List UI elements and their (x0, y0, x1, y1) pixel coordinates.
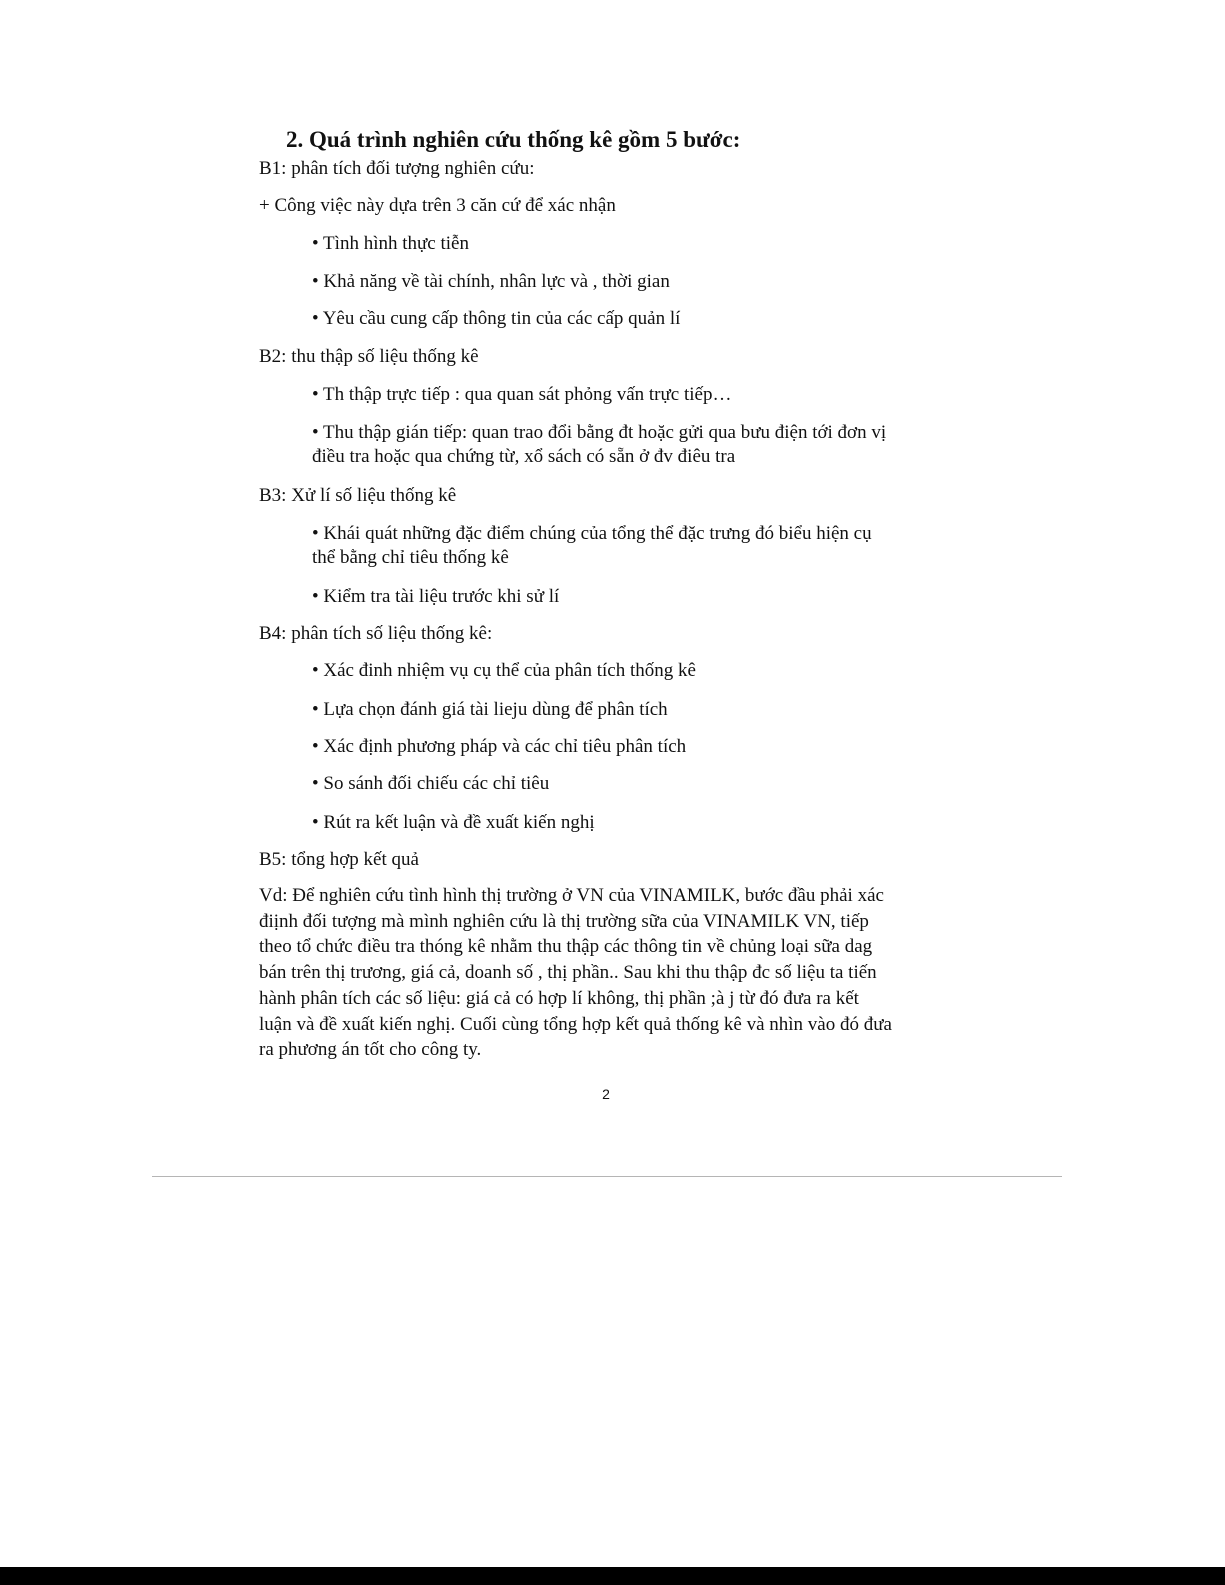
bullet-item: • Rút ra kết luận và đề xuất kiến nghị (312, 812, 595, 833)
example-line: luận và đề xuất kiến nghị. Cuối cùng tổng hợp kết quả thống kê và nhìn vào đó đưa (259, 1013, 892, 1035)
bullet-item: • Lựa chọn đánh giá tài lieju dùng để phân tích (312, 699, 668, 720)
bottom-edge-bar (0, 1567, 1225, 1585)
section-heading: 2. Quá trình nghiên cứu thống kê gồm 5 bước: (286, 127, 741, 152)
example-line: ra phương án tốt cho công ty. (259, 1039, 482, 1061)
step-b5-heading: B5: tổng hợp kết quả (259, 849, 419, 870)
step-b4-heading: B4: phân tích số liệu thống kê: (259, 623, 493, 644)
step-b1-note: + Công việc này dựa trên 3 căn cứ để xác nhận (259, 195, 616, 216)
example-line: theo tổ chức điều tra thóng kê nhằm thu thập các thông tin về chủng loại sữa dag (259, 936, 873, 958)
bullet-item: • Kiểm tra tài liệu trước khi sử lí (312, 586, 560, 607)
example-line: hành phân tích các số liệu: giá cả có hợp lí không, thị phần ;à j từ đó đưa ra kết (259, 987, 859, 1009)
step-b1-heading: B1: phân tích đối tượng nghiên cứu: (259, 158, 535, 179)
bullet-item: • Yêu cầu cung cấp thông tin của các cấp quản lí (312, 308, 681, 329)
example-line: Vd: Để nghiên cứu tình hình thị trường ở VN của VINAMILK, bước đầu phải xác (259, 885, 884, 906)
bullet-item: • Thu thập gián tiếp: quan trao đổi bằng đt hoặc gửi qua bưu điện tới đơn vị (312, 422, 887, 443)
bullet-item: • Tình hình thực tiễn (312, 233, 469, 254)
bullet-item: • Xác đinh nhiệm vụ cụ thể của phân tích thống kê (312, 660, 696, 681)
bullet-item: • Khái quát những đặc điểm chúng của tổng thể đặc trưng đó biểu hiện cụ (312, 523, 872, 544)
bullet-item: • So sánh đối chiếu các chỉ tiêu (312, 773, 550, 794)
page-number: 2 (602, 1086, 610, 1102)
bullet-item: • Th thập trực tiếp : qua quan sát phỏng vấn trực tiếp… (312, 384, 732, 405)
step-b3-heading: B3: Xử lí số liệu thống kê (259, 485, 457, 506)
example-line: điịnh đối tượng mà mình nghiên cứu là thị trường sữa của VINAMILK VN, tiếp (259, 910, 869, 932)
example-paragraph (259, 883, 979, 1063)
page-divider (152, 1176, 1062, 1177)
bullet-item-continuation: thể bằng chỉ tiêu thống kê (312, 547, 509, 568)
bullet-item-continuation: điều tra hoặc qua chứng từ, xổ sách có sẵn ở đv điêu tra (312, 446, 736, 467)
bullet-item: • Khả năng về tài chính, nhân lực và , thời gian (312, 271, 670, 292)
step-b2-heading: B2: thu thập số liệu thống kê (259, 346, 479, 367)
bullet-item: • Xác định phương pháp và các chỉ tiêu phân tích (312, 736, 687, 757)
example-line: bán trên thị trương, giá cả, doanh số , thị phần.. Sau khi thu thập đc số liệu ta tiến (259, 962, 877, 984)
